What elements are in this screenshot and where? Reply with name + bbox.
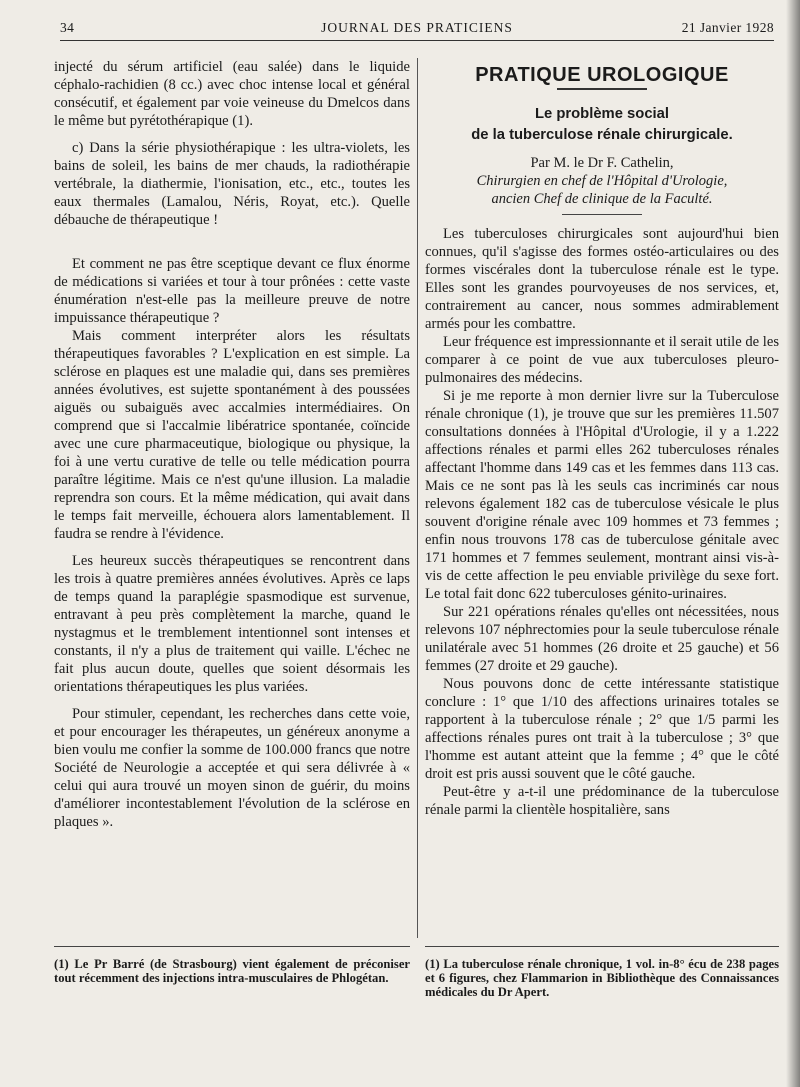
right-footnote: (1) La tuberculose rénale chronique, 1 vol. in-8° écu de 238 pages et 6 figures, chez Flammarion in Bibliothèque des Connaissances médicales du Dr Apert. — [425, 957, 779, 999]
author-byline: Par M. le Dr F. Cathelin, — [530, 155, 674, 171]
author-affiliation — [425, 172, 779, 208]
left-footnote: (1) Le Pr Barré (de Strasbourg) vient également de préconiser tout récemment des injections intra-musculaires de Phlogétan. — [54, 957, 410, 985]
right-footnote-rule — [425, 946, 779, 947]
left-column — [54, 58, 410, 831]
affiliation-line-2: ancien Chef de clinique de la Faculté. — [491, 191, 713, 207]
journal-title: JOURNAL DES PRATICIENS — [321, 20, 513, 35]
right-paragraph-5: Nous pouvons donc de cette intéressante statistique conclure : 1° que 1/10 des affections urinaires totales se rapportent à la tuberculose rénale ; 2° que 1/5 parmi les affections rénales pures ont trait à la tuberculose ; 3° que l'homme est autant atteint que la femme ; 4° que le côté droit est pris aussi souvent que le côté gauche. — [425, 676, 779, 782]
article-title-line-1: Le problème social — [534, 106, 670, 122]
right-paragraph-6: Peut-être y a-t-il une prédominance de la tuberculose rénale parmi la clientèle hospitalière, sans — [425, 784, 779, 818]
left-paragraph-5: Les heureux succès thérapeutiques se rencontrent dans les trois à quatre premières années évolutives. Après ce laps de temps quand la paraplégie spasmodique est survenue, entravant à peu près complètement la marche, quand le nystagmus et le tremblement intentionnel sont intenses et constants, il n'y a plus de traitement qui vaille. L'échec ne fait plus aucun doute, quelles que soient désormais les orientations thérapeutiques les plus variées. — [54, 553, 410, 695]
right-paragraph-1: Les tuberculoses chirurgicales sont aujourd'hui bien connues, qu'il s'agisse des formes ostéo-articulaires ou des formes viscérales dont la tuberculose rénale est le type. Elles sont les grandes pourvoyeuses de nos services, et, contrairement au cancer, nous sommes admirablement armés pour les combattre. — [425, 226, 779, 332]
column-divider — [417, 58, 418, 938]
byline-rule — [562, 214, 642, 215]
left-paragraph-1: injecté du sérum artificiel (eau salée) dans le liquide céphalo-rachidien (8 cc.) avec choc intense local et général consécutif, et également par voie veineuse du Dmelcos dans le même but pyrétothérapique (1). — [54, 59, 410, 129]
affiliation-line-1: Chirurgien en chef de l'Hôpital d'Urologie, — [476, 173, 728, 189]
left-paragraph-3: Et comment ne pas être sceptique devant ce flux énorme de médications si variées et tour à tour prônées : cette vaste énumération n'est-elle pas la meilleure preuve de notre impuissance thérapeutique ? — [54, 256, 410, 326]
right-paragraph-2: Leur fréquence est impressionnante et il serait utile de les comparer à ce point de vue aux tuberculoses pleuro-pulmonaires des médecins. — [425, 334, 779, 386]
page-edge-shadow — [786, 0, 800, 1087]
running-header — [60, 18, 774, 41]
page-number: 34 — [60, 20, 75, 35]
left-paragraph-4: Mais comment interpréter alors les résultats thérapeutiques favorables ? L'explication en est simple. La sclérose en plaques est une maladie qui, dans ses premières années évolutives, est sujette spontanément à des poussées aiguës ou subaiguës avec accalmies intermédiaires. On comprend que si l'accalmie libératrice spontanée, coïncide avec une cure pharmaceutique, biologique ou physique, la foi à une vertu curative de telle ou telle médication pourra paraître légitime. Mais ce n'est qu'une illusion. La maladie reprendra son cours. Et la même médication, qui avait dans le temps fait merveille, échouera alors lamentablement. Il faudra se rendre à l'évidence. — [54, 328, 410, 542]
section-title: PRATIQUE UROLOGIQUE — [475, 64, 729, 86]
left-footnote-rule — [54, 946, 410, 947]
article-title — [425, 104, 779, 146]
right-paragraph-4: Sur 221 opérations rénales qu'elles ont nécessitées, nous relevons 107 néphrectomies pour la seule tuberculose rénale unilatérale avec 51 hommes (26 droite et 25 gauche) et 56 femmes (27 droite et 29 gauche). — [425, 604, 779, 674]
left-paragraph-2: c) Dans la série physiothérapique : les ultra-violets, les bains de soleil, les bains de mer chauds, la radiothérapie vertébrale, la diathermie, l'ionisation, etc., etc., toutes les eaux thermales (Lamalou, Néris, Royat, etc.). Quelle débauche de thérapeutique ! — [54, 140, 410, 228]
right-column — [425, 58, 779, 819]
article-title-line-2: de la tuberculose rénale chirurgicale. — [471, 127, 733, 143]
left-paragraph-6: Pour stimuler, cependant, les recherches dans cette voie, et pour encourager les thérapeutes, un généreux anonyme a bien voulu me confier la somme de 100.000 francs que notre Société de Neurologie a acceptée et qui sera délivrée à « celui qui aura trouvé un moyen sinon de guérir, du moins d'améliorer incontestablement l'évolution de la sclérose en plaques ». — [54, 706, 410, 830]
right-paragraph-3: Si je me reporte à mon dernier livre sur la Tuberculose rénale chronique (1), je trouve que sur les premières 11.507 consultations données à l'Hôpital d'Urologie, il y a 1.222 affections rénales et parmi elles 262 tuberculoses rénales affectant l'homme dans 149 cas et les femmes dans 113 cas. Mais ce ne sont pas là les seuls cas incriminés car nous relevons également 182 cas de tuberculose vésicale le plus souvent d'origine rénale avec 109 hommes et 73 femmes ; enfin nous trouvons 178 cas de tuberculose génitale avec 171 hommes et 7 femmes seulement, montrant ainsi vis-à-vis de cette affection le peu enviable privilège du sexe fort. Le total fait donc 622 tuberculoses génito-urinaires. — [425, 388, 779, 602]
section-rule — [557, 88, 647, 90]
issue-date: 21 Janvier 1928 — [681, 20, 774, 35]
